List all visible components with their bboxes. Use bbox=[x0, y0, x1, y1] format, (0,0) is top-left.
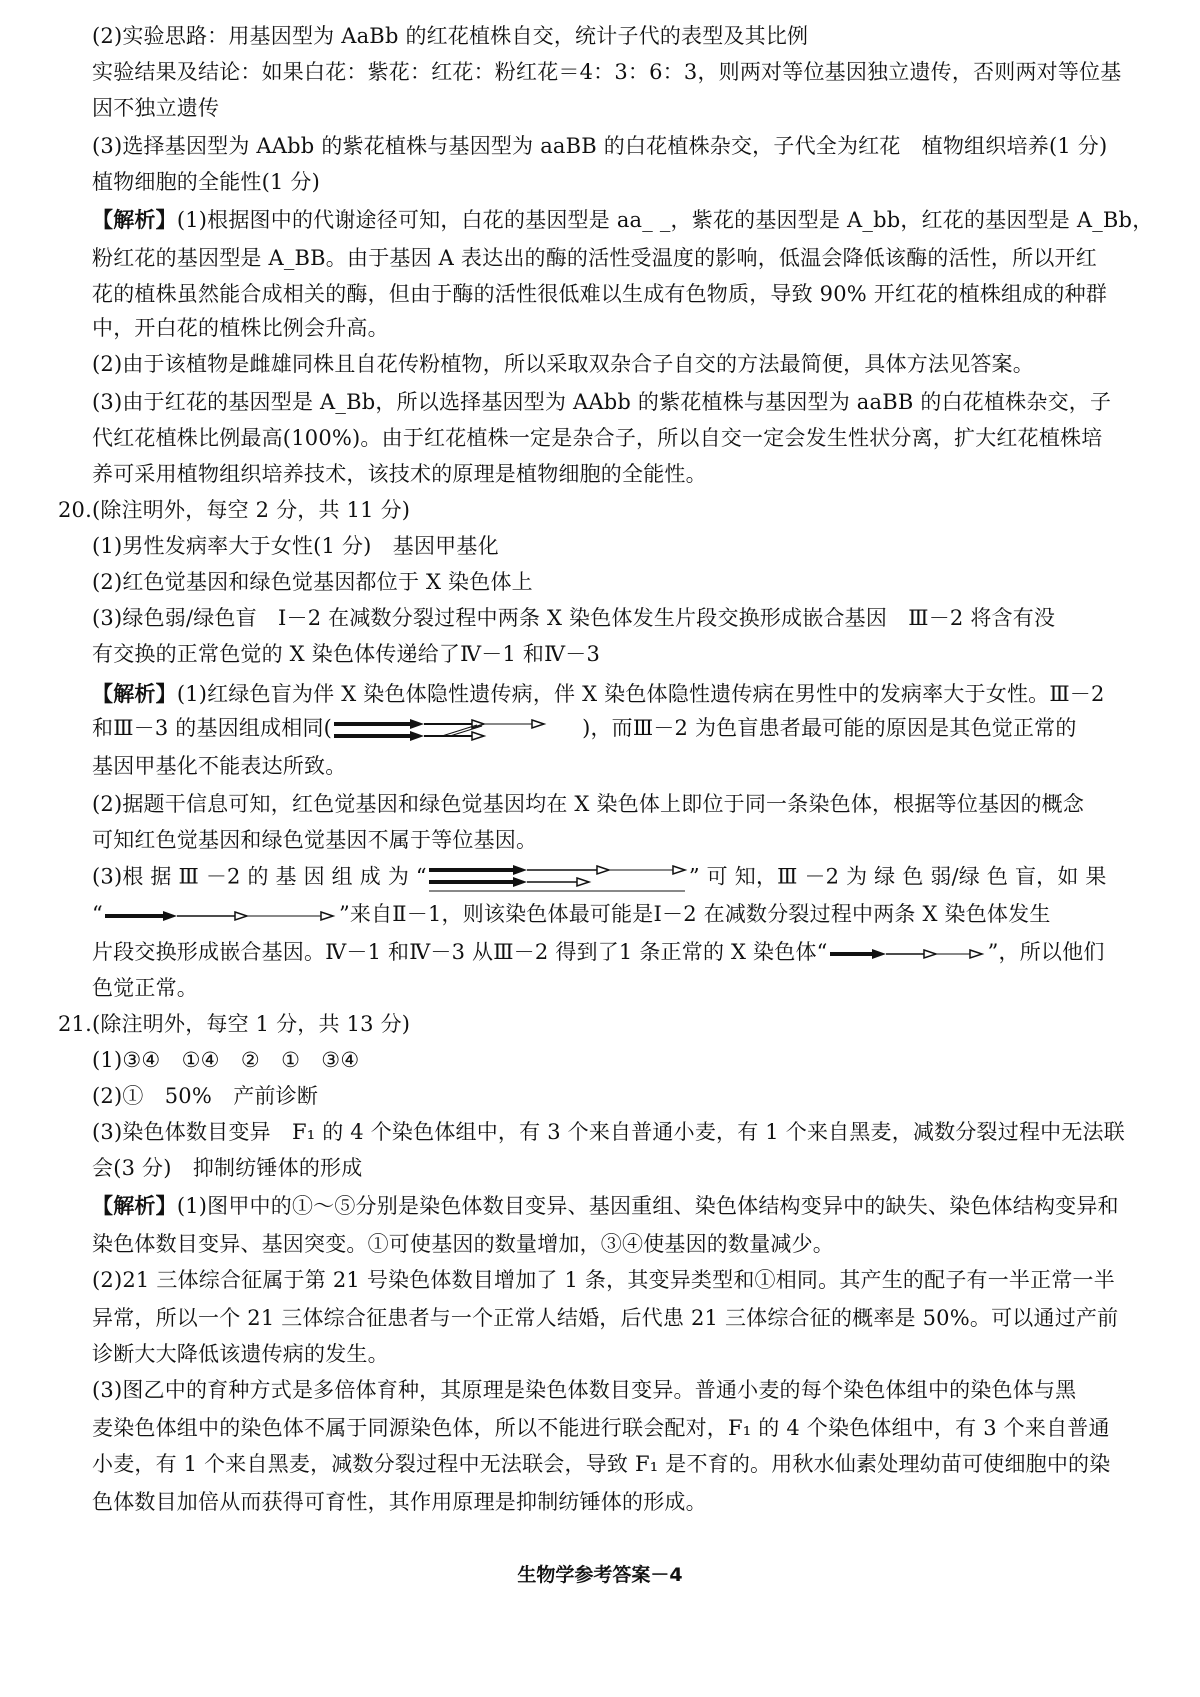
page-footer: 生物学参考答案－4 bbox=[517, 1564, 683, 1586]
chromosome-diagram-icon bbox=[103, 906, 339, 926]
text-line-with-diagram: 和Ⅲ－3 的基因组成相同( )，而Ⅲ－2 为色盲患者最可能的原因是其色觉正常的 bbox=[92, 714, 1160, 745]
analysis-line: 【解析】(1)图甲中的①～⑤分别是染色体数目变异、基因重组、染色体结构变异中的缺失、染色体结构变异和 bbox=[92, 1194, 1119, 1218]
text-line: (3)绿色弱/绿色盲 Ⅰ－2 在减数分裂过程中两条 X 染色体发生片段交换形成嵌合基因 Ⅲ－2 将含有没 bbox=[92, 606, 1056, 630]
text-line: 养可采用植物组织培养技术，该技术的原理是植物细胞的全能性。 bbox=[92, 462, 707, 486]
text-line-with-diagram: “ ”来自Ⅱ－1，则该染色体最可能是Ⅰ－2 在减数分裂过程中两条 X 染色体发生 bbox=[92, 902, 1051, 926]
text-line: 异常，所以一个 21 三体综合征患者与一个正常人结婚，后代患 21 三体综合征的概率是 50%。可以通过产前 bbox=[92, 1306, 1119, 1330]
analysis-label: 【解析】 bbox=[92, 682, 177, 706]
text-line: (2)实验思路：用基因型为 AaBb 的红花植株自交，统计子代的表型及其比例 bbox=[92, 24, 809, 48]
text-line-with-diagram: 片段交换形成嵌合基因。Ⅳ－1 和Ⅳ－3 从Ⅲ－2 得到了1 条正常的 X 染色体“ ”，所以他们 bbox=[92, 940, 1105, 964]
text-line: 麦染色体组中的染色体不属于同源染色体，所以不能进行联会配对，F₁ 的 4 个染色体组中，有 3 个来自普通 bbox=[92, 1416, 1110, 1440]
text-line: (2)据题干信息可知，红色觉基因和绿色觉基因均在 X 染色体上即位于同一条染色体，根据等位基因的概念 bbox=[92, 792, 1085, 816]
text-line: (3)选择基因型为 AAbb 的紫花植株与基因型为 aaBB 的白花植株杂交，子代全为红花 植物组织培养(1 分) bbox=[92, 134, 1108, 158]
text-line: 色体数目加倍从而获得可育性，其作用原理是抑制纺锤体的形成。 bbox=[92, 1490, 707, 1514]
text-line: (2)21 三体综合征属于第 21 号染色体数目增加了 1 条，其变异类型和①相同。其产生的配子有一半正常一半 bbox=[92, 1268, 1115, 1292]
text-line: 色觉正常。 bbox=[92, 976, 198, 1000]
text-line: 会(3 分) 抑制纺锤体的形成 bbox=[92, 1156, 363, 1180]
text-line: (2)红色觉基因和绿色觉基因都位于 X 染色体上 bbox=[92, 570, 533, 594]
analysis-line: 【解析】(1)根据图中的代谢途径可知，白花的基因型是 aa_ _，紫花的基因型是 A_bb，红花的基因型是 A_Bb， bbox=[92, 208, 1154, 232]
analysis-label: 【解析】 bbox=[92, 1194, 177, 1218]
text-line: (3)染色体数目变异 F₁ 的 4 个染色体组中，有 3 个来自普通小麦，有 1 个来自黑麦，减数分裂过程中无法联 bbox=[92, 1120, 1125, 1144]
text-line: 代红花植株比例最高(100%)。由于红花植株一定是杂合子，所以自交一定会发生性状分离，扩大红花植株培 bbox=[92, 426, 1103, 450]
text-line: 花的植株虽然能合成相关的酶，但由于酶的活性很低难以生成有色物质，导致 90% 开红花的植株组成的种群 bbox=[92, 282, 1108, 306]
chromosome-diagram-icon bbox=[828, 944, 988, 964]
text-line: 中，开白花的植株比例会升高。 bbox=[92, 316, 389, 340]
chromosome-diagram-icon bbox=[427, 862, 689, 894]
text-line: 粉红花的基因型是 A_BB。由于基因 A 表达出的酶的活性受温度的影响，低温会降低该酶的活性，所以开红 bbox=[92, 246, 1097, 270]
text-line: 有交换的正常色觉的 X 染色体传递给了Ⅳ－1 和Ⅳ－3 bbox=[92, 642, 601, 666]
text-line: 因不独立遗传 bbox=[92, 96, 220, 120]
analysis-label: 【解析】 bbox=[92, 208, 177, 232]
text-line: (1)男性发病率大于女性(1 分) 基因甲基化 bbox=[92, 534, 499, 558]
analysis-line: 【解析】(1)红绿色盲为伴 X 染色体隐性遗传病，伴 X 染色体隐性遗传病在男性中的发病率大于女性。Ⅲ－2 bbox=[92, 682, 1105, 706]
text-line: 实验结果及结论：如果白花：紫花：红花：粉红花＝4：3：6：3，则两对等位基因独立遗传，否则两对等位基 bbox=[92, 60, 1122, 84]
text-line-with-diagram: (3)根 据 Ⅲ －2 的 基 因 组 成 为 “ ” 可 知，Ⅲ －2 为 绿 色 弱/绿 色 盲，如 果 bbox=[92, 862, 1160, 894]
text-line: (2)由于该植物是雌雄同株且自花传粉植物，所以采取双杂合子自交的方法最简便，具体方法见答案。 bbox=[92, 352, 1034, 376]
text-line: 植物细胞的全能性(1 分) bbox=[92, 170, 321, 194]
question-heading-20: 20.(除注明外，每空 2 分，共 11 分) bbox=[58, 498, 411, 522]
text-line: (3)由于红花的基因型是 A_Bb，所以选择基因型为 AAbb 的紫花植株与基因型为 aaBB 的白花植株杂交，子 bbox=[92, 390, 1112, 414]
text-line: (2)① 50% 产前诊断 bbox=[92, 1084, 319, 1108]
text-line: 可知红色觉基因和绿色觉基因不属于等位基因。 bbox=[92, 828, 538, 852]
text-line: 诊断大大降低该遗传病的发生。 bbox=[92, 1342, 389, 1366]
chromosome-diagram-icon bbox=[332, 715, 582, 745]
text-line: (1)③④ ①④ ② ① ③④ bbox=[92, 1048, 360, 1072]
question-heading-21: 21.(除注明外，每空 1 分，共 13 分) bbox=[58, 1012, 411, 1036]
text-line: 小麦，有 1 个来自黑麦，减数分裂过程中无法联会，导致 F₁ 是不育的。用秋水仙素处理幼苗可使细胞中的染 bbox=[92, 1452, 1111, 1476]
text-line: 基因甲基化不能表达所致。 bbox=[92, 754, 347, 778]
text-line: 染色体数目变异、基因突变。①可使基因的数量增加，③④使基因的数量减少。 bbox=[92, 1232, 834, 1256]
text-line: (3)图乙中的育种方式是多倍体育种，其原理是染色体数目变异。普通小麦的每个染色体组中的染色体与黑 bbox=[92, 1378, 1077, 1402]
